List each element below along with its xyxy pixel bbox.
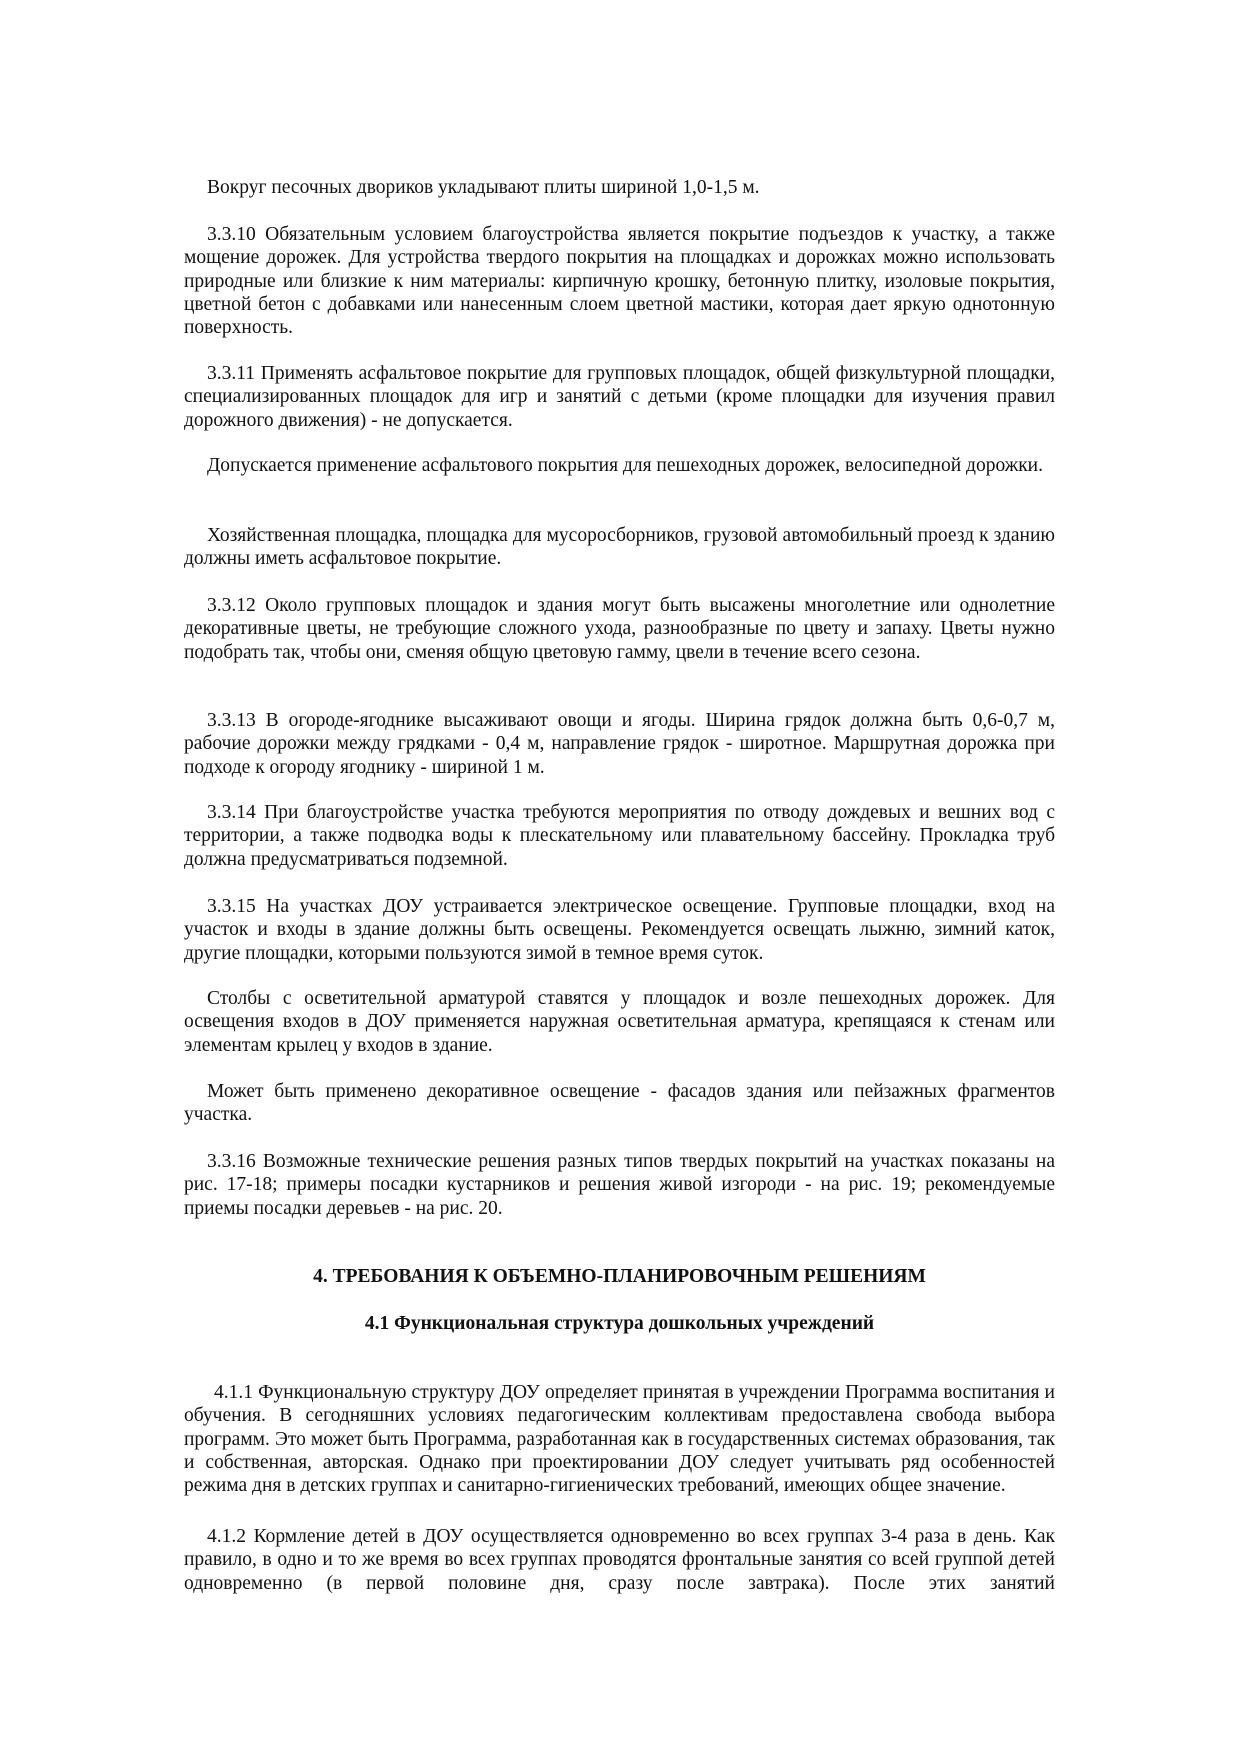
- paragraph-4-1-2: 4.1.2 Кормление детей в ДОУ осуществляется одновременно во всех группах 3-4 раза в день. Как правило, в одно и то же время во всех группах проводятся фронтальные занятия со всей группой детей одновременно (в первой половине дня, сразу после завтрака). После этих занятий: [184, 1526, 1055, 1594]
- section-heading: 4. ТРЕБОВАНИЯ К ОБЪЕМНО-ПЛАНИРОВОЧНЫМ РЕШЕНИЯМ: [313, 1266, 926, 1287]
- paragraph-3-3-12: 3.3.12 Около групповых площадок и здания могут быть высажены многолетние или однолетние декоративные цветы, не требующие сложного ухода, разнообразные по цвету и запаху. Цветы нужно подобрать так, чтобы они, сменяя общую цветовую гамму, цвели в течение всего сезона.: [184, 595, 1055, 663]
- paragraph-3-3-16: 3.3.16 Возможные технические решения разных типов твердых покрытий на участках показаны на рис. 17-18; примеры посадки кустарников и решения живой изгороди - на рис. 19; рекомендуемые приемы посадки деревьев - на рис. 20.: [184, 1151, 1055, 1219]
- paragraph-3-3-15: 3.3.15 На участках ДОУ устраивается электрическое освещение. Групповые площадки, вход на участок и входы в здание должны быть освещены. Рекомендуется освещать лыжню, зимний каток, другие площадки, которыми пользуются зимой в темное время суток.: [184, 896, 1055, 964]
- paragraph: Может быть применено декоративное освещение - фасадов здания или пейзажных фрагментов участка.: [184, 1081, 1055, 1126]
- subsection-heading: 4.1 Функциональная структура дошкольных учреждений: [364, 1313, 875, 1334]
- paragraph: Столбы с осветительной арматурой ставятся у площадок и возле пешеходных дорожек. Для освещения входов в ДОУ применяется наружная осветительная арматура, крепящаяся к стенам или элементам крылец у входов в здание.: [184, 988, 1055, 1056]
- paragraph-3-3-14: 3.3.14 При благоустройстве участка требуются мероприятия по отводу дождевых и вешних вод с территории, а также подводка воды к плескательному или плавательному бассейну. Прокладка труб должна предусматриваться подземной.: [184, 802, 1055, 870]
- paragraph-4-1-1: 4.1.1 Функциональную структуру ДОУ определяет принятая в учреждении Программа воспитания и обучения. В сегодняшних условиях педагогическим коллективам предоставлена свобода выбора программ. Это может быть Программа, разработанная как в государственных системах образования, так и собственная, авторская. Однако при проектировании ДОУ следует учитывать ряд особенностей режима дня в детских группах и санитарно-гигиенических требований, имеющих общее значение.: [184, 1382, 1055, 1497]
- paragraph: Допускается применение асфальтового покрытия для пешеходных дорожек, велосипедной дорожки.: [207, 455, 1043, 476]
- paragraph: Хозяйственная площадка, площадка для мусоросборников, грузовой автомобильный проезд к зданию должны иметь асфальтовое покрытие.: [184, 525, 1055, 570]
- paragraph-3-3-10: 3.3.10 Обязательным условием благоустройства является покрытие подъездов к участку, а также мощение дорожек. Для устройства твердого покрытия на площадках и дорожках можно использовать природные или близкие к ним материалы: кирпичную крошку, бетонную плитку, изоловые покрытия, цветной бетон с добавками или нанесенным слоем цветной мастики, которая дает яркую однотонную поверхность.: [184, 224, 1055, 339]
- paragraph-3-3-13: 3.3.13 В огороде-ягоднике высаживают овощи и ягоды. Ширина грядок должна быть 0,6-0,7 м, рабочие дорожки между грядками - 0,4 м, направление грядок - широтное. Маршрутная дорожка при подходе к огороду ягоднику - шириной 1 м.: [184, 710, 1055, 778]
- paragraph-3-3-11: 3.3.11 Применять асфальтовое покрытие для групповых площадок, общей физкультурной площадки, специализированных площадок для игр и занятий с детьми (кроме площадки для изучения правил дорожного движения) - не допускается.: [184, 363, 1055, 431]
- paragraph: Вокруг песочных двориков укладывают плиты шириной 1,0-1,5 м.: [207, 177, 760, 198]
